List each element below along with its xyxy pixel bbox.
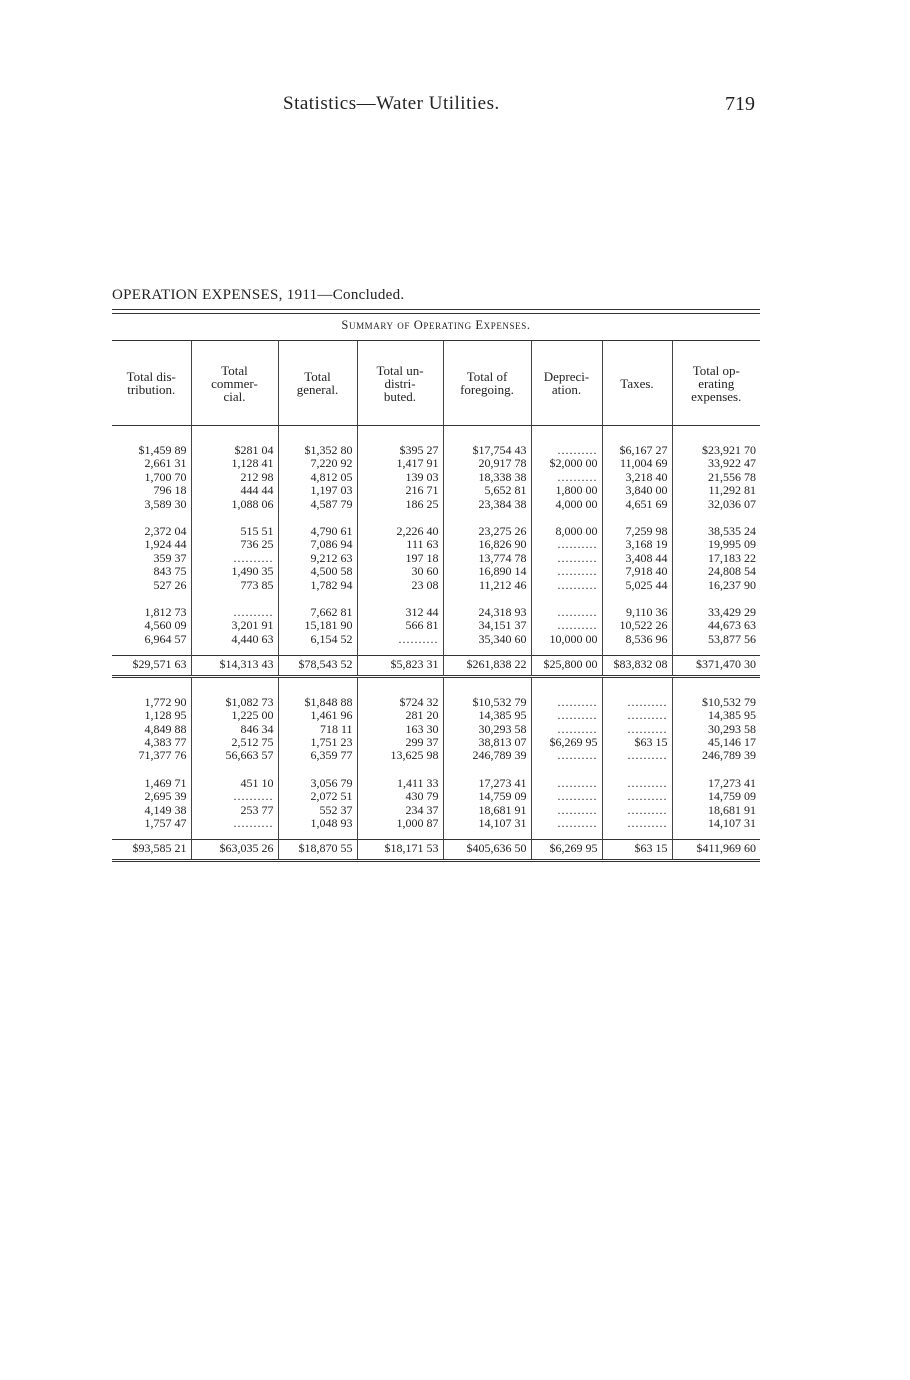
table-cell: 13,774 78 [443,552,531,565]
table-cell: 38,535 24 [672,525,760,538]
table-cell: .......... [602,817,672,830]
table-cell: 7,662 81 [278,606,357,619]
table-cell: .......... [531,619,602,632]
table-cell: 246,789 39 [443,749,531,762]
table-cell: 4,651 69 [602,498,672,511]
table-cell: 38,813 07 [443,736,531,749]
table-cell: 6,359 77 [278,749,357,762]
table-cell: 4,587 79 [278,498,357,511]
table-row [112,736,760,749]
spacer-row [112,426,760,445]
table-cell: 312 44 [357,606,443,619]
table-row [112,525,760,538]
spacer-cell [112,426,191,445]
table-cell: 4,440 63 [191,633,278,646]
table-cell: $261,838 22 [443,656,531,676]
spacer-cell [531,763,602,777]
table-cell: 23 08 [357,579,443,592]
table-cell: 1,800 00 [531,484,602,497]
table-cell: $29,571 63 [112,656,191,676]
summary-title: Summary of Operating Expenses. [341,318,531,332]
table-cell: $724 32 [357,696,443,709]
table-cell: 1,417 91 [357,457,443,470]
table-cell: 18,681 91 [443,804,531,817]
table-cell: .......... [531,552,602,565]
table-cell: .......... [191,606,278,619]
header-row [112,341,760,426]
table-cell: 11,292 81 [672,484,760,497]
table-cell: $18,870 55 [278,840,357,860]
column-header: Total dis- tribution. [112,341,191,426]
table-cell: 1,000 87 [357,817,443,830]
spacer-cell [112,592,191,606]
table-cell: $411,969 60 [672,840,760,860]
spacer-cell [191,511,278,525]
table-cell: 186 25 [357,498,443,511]
column-header: Depreci- ation. [531,341,602,426]
table-cell: 1,924 44 [144,537,187,552]
table-cell: 13,625 98 [357,749,443,762]
table-row [112,538,760,551]
spacer-cell [531,676,602,696]
table-row [112,619,760,632]
table-cell: $10,532 79 [443,696,531,709]
spacer-cell [278,676,357,696]
table-row [112,696,760,709]
table-cell: 53,877 56 [672,633,760,646]
spacer-cell [672,511,760,525]
table-cell: .......... [531,723,602,736]
spacer-row [112,763,760,777]
table-cell: 4,812 05 [278,471,357,484]
table-cell: .......... [191,552,278,565]
table-cell: 2,695 39 [144,789,187,804]
table-cell: 3,218 40 [602,471,672,484]
spacer-cell [112,830,191,840]
spacer-cell [531,592,602,606]
section-title: OPERATION EXPENSES, 1911—Concluded. [112,287,405,303]
table-cell: 2,512 75 [191,736,278,749]
spacer-cell [278,646,357,656]
table-cell: 71,377 76 [138,748,187,763]
table-cell: 24,808 54 [672,565,760,578]
table-cell: 1,411 33 [357,777,443,790]
spacer-cell [531,511,602,525]
table-cell: $5,823 31 [357,656,443,676]
table-cell: 10,000 00 [531,633,602,646]
running-head: Statistics—Water Utilities. [283,93,500,114]
spacer-cell [191,592,278,606]
table-cell: 2,072 51 [278,790,357,803]
spacer-cell [672,592,760,606]
table-cell: 21,556 78 [672,471,760,484]
table-cell: $10,532 79 [672,696,760,709]
table-cell: 718 11 [278,723,357,736]
spacer-cell [278,426,357,445]
table-cell: 163 30 [357,723,443,736]
spacer-cell [357,830,443,840]
table-cell: 18,681 91 [672,804,760,817]
spacer-cell [191,426,278,445]
table-cell: 3,201 91 [191,619,278,632]
table-cell: 1,461 96 [278,709,357,722]
table-cell: $6,269 95 [531,840,602,860]
table-cell: $83,832 08 [602,656,672,676]
table-cell: 1,128 95 [144,708,187,723]
spacer-cell [672,426,760,445]
table-cell: 515 51 [191,525,278,538]
spacer-cell [531,646,602,656]
table-cell: $6,269 95 [531,736,602,749]
table-cell: 7,918 40 [602,565,672,578]
table-cell: 1,469 71 [144,775,187,790]
table-cell: 3,589 30 [144,496,187,511]
table-cell: 1,197 03 [278,484,357,497]
table-cell: 14,385 95 [672,709,760,722]
table-cell: 1,490 35 [191,565,278,578]
table-cell: .......... [531,696,602,709]
table-cell: 6,964 57 [144,631,187,646]
table-cell: 1,225 00 [191,709,278,722]
table-cell: 197 18 [357,552,443,565]
table-cell: 773 85 [191,579,278,592]
table-cell: 7,259 98 [602,525,672,538]
table-cell: 846 34 [191,723,278,736]
table-cell: .......... [602,723,672,736]
table-cell: .......... [602,790,672,803]
column-header: Total un- distri- buted. [357,341,443,426]
table-row [112,606,760,619]
table-cell: 111 63 [357,538,443,551]
summary-table [112,340,760,862]
table-cell: 14,759 09 [672,790,760,803]
spacer-cell [112,763,191,777]
table-cell: 552 37 [278,804,357,817]
table-cell: 359 37 [153,550,187,565]
table-cell: 44,673 63 [672,619,760,632]
table-cell: 9,110 36 [602,606,672,619]
spacer-cell [191,646,278,656]
table-cell: 430 79 [357,790,443,803]
spacer-row [112,830,760,840]
table-cell: 16,826 90 [443,538,531,551]
column-header: Total commer- cial. [191,341,278,426]
spacer-cell [602,830,672,840]
table-cell: 17,273 41 [672,777,760,790]
table-cell: 4,790 61 [278,525,357,538]
table-row [112,484,760,497]
table-cell: .......... [531,565,602,578]
table-cell: $6,167 27 [602,444,672,457]
spacer-cell [672,763,760,777]
table-cell: 16,237 90 [672,579,760,592]
table-cell: 23,275 26 [443,525,531,538]
table-cell: $25,800 00 [531,656,602,676]
spacer-cell [278,830,357,840]
table-cell: 1,700 70 [144,469,187,484]
table-cell: 56,663 57 [191,749,278,762]
spacer-cell [112,511,191,525]
total-row [112,840,760,860]
table-cell: 14,385 95 [443,709,531,722]
spacer-cell [443,676,531,696]
table-row [112,565,760,578]
table-cell: .......... [602,804,672,817]
table-cell: 2,372 04 [144,524,187,539]
spacer-cell [602,592,672,606]
table-cell: .......... [531,709,602,722]
table-cell: 20,917 78 [443,457,531,470]
table-cell: 17,273 41 [443,777,531,790]
table-cell: 444 44 [191,484,278,497]
table-cell: 7,086 94 [278,538,357,551]
spacer-cell [357,426,443,445]
table-cell: 299 37 [357,736,443,749]
spacer-row [112,592,760,606]
table-row [112,749,760,762]
spacer-cell [357,646,443,656]
table-cell: .......... [531,471,602,484]
table-cell: 34,151 37 [443,619,531,632]
table-cell: 253 77 [191,804,278,817]
spacer-cell [672,830,760,840]
table-cell: 3,840 00 [602,484,672,497]
table-cell: .......... [531,804,602,817]
table-row [112,552,760,565]
table-cell: 1,812 73 [144,605,187,620]
spacer-cell [443,830,531,840]
table-cell: $63 15 [602,736,672,749]
spacer-cell [278,592,357,606]
table-cell: $23,921 70 [672,444,760,457]
table-row [112,709,760,722]
table-cell: 1,772 90 [144,694,187,709]
table-cell: .......... [602,749,672,762]
spacer-cell [531,830,602,840]
table-cell: 736 25 [191,538,278,551]
table-cell: .......... [531,749,602,762]
table-cell: 1,782 94 [278,579,357,592]
spacer-cell [602,511,672,525]
table-cell: 15,181 90 [278,619,357,632]
spacer-cell [602,426,672,445]
table-row [112,790,760,803]
table-cell: .......... [357,633,443,646]
table-cell: 451 10 [191,777,278,790]
table-cell: .......... [531,579,602,592]
table-cell: .......... [602,709,672,722]
table-cell: 4,383 77 [144,734,187,749]
table-cell: 32,036 07 [672,498,760,511]
table-cell: $281 04 [191,444,278,457]
table-cell: $78,543 52 [278,656,357,676]
table-row [112,498,760,511]
table-cell: 14,107 31 [672,817,760,830]
table-row [112,777,760,790]
table-cell: 1,088 06 [191,498,278,511]
table-cell: 843 75 [153,564,187,579]
table-cell: 281 20 [357,709,443,722]
table-cell: 33,429 29 [672,606,760,619]
column-header: Total op- erating expenses. [672,341,760,426]
column-header: Total general. [278,341,357,426]
top-rule [112,309,760,310]
spacer-cell [443,511,531,525]
spacer-cell [602,763,672,777]
table-cell: $17,754 43 [443,444,531,457]
table-cell: 234 37 [357,804,443,817]
table-cell: 24,318 93 [443,606,531,619]
spacer-cell [191,763,278,777]
table-cell: .......... [191,817,278,830]
table-cell: 1,048 93 [278,817,357,830]
table-cell: $2,000 00 [531,457,602,470]
table-cell: 35,340 60 [443,633,531,646]
table-cell: 14,107 31 [443,817,531,830]
table-cell: 8,536 96 [602,633,672,646]
table-cell: 4,000 00 [531,498,602,511]
table-cell: 17,183 22 [672,552,760,565]
table-cell: $93,585 21 [112,840,191,860]
spacer-cell [443,426,531,445]
spacer-row [112,676,760,696]
table-cell: $1,848 88 [278,696,357,709]
table-cell: 16,890 14 [443,565,531,578]
table-cell: 4,560 09 [144,618,187,633]
table-cell: 11,212 46 [443,579,531,592]
spacer-cell [357,511,443,525]
page-number: 719 [725,93,755,115]
table-cell: .......... [531,606,602,619]
table-cell: 10,522 26 [602,619,672,632]
table-cell: 3,168 19 [602,538,672,551]
table-row [112,723,760,736]
table-cell: $63,035 26 [191,840,278,860]
table-cell: 3,056 79 [278,777,357,790]
spacer-cell [191,676,278,696]
table-cell: .......... [531,777,602,790]
table-cell: 11,004 69 [602,457,672,470]
table-row [112,817,760,830]
table-cell: .......... [531,444,602,457]
table-row [112,471,760,484]
table-cell: 7,220 92 [278,457,357,470]
table-cell: 4,149 38 [144,802,187,817]
total-row [112,656,760,676]
table-row [112,633,760,646]
table-cell: 566 81 [357,619,443,632]
spacer-row [112,646,760,656]
table-cell: $63 15 [602,840,672,860]
table-cell: .......... [602,696,672,709]
spacer-cell [672,646,760,656]
table-cell: 1,128 41 [191,457,278,470]
table-cell: 2,226 40 [357,525,443,538]
table-cell: 45,146 17 [672,736,760,749]
column-header: Total of foregoing. [443,341,531,426]
table-cell: .......... [531,790,602,803]
table-cell: 2,661 31 [144,456,187,471]
table-cell: $18,171 53 [357,840,443,860]
table-cell: 30,293 58 [672,723,760,736]
spacer-cell [278,763,357,777]
table-body [112,426,760,861]
column-header: Taxes. [602,341,672,426]
spacer-cell [602,646,672,656]
table-cell: 18,338 38 [443,471,531,484]
table-cell: 1,751 23 [278,736,357,749]
spacer-cell [443,763,531,777]
table-cell: 6,154 52 [278,633,357,646]
table-row [112,579,760,592]
table-cell: 4,849 88 [144,721,187,736]
table-cell: .......... [531,817,602,830]
table-cell: 14,759 09 [443,790,531,803]
spacer-cell [112,676,191,696]
table-cell: 139 03 [357,471,443,484]
table-cell: 796 18 [153,483,187,498]
table-row [112,457,760,470]
spacer-cell [357,763,443,777]
table-cell: 5,025 44 [602,579,672,592]
table-cell: 1,757 47 [144,815,187,830]
spacer-cell [531,426,602,445]
table-cell: 19,995 09 [672,538,760,551]
table-row [112,444,760,457]
table-cell: 33,922 47 [672,457,760,470]
spacer-cell [357,592,443,606]
spacer-cell [672,676,760,696]
table-cell: 4,500 58 [278,565,357,578]
table-cell: $14,313 43 [191,656,278,676]
table-cell: 30 60 [357,565,443,578]
table-cell: 9,212 63 [278,552,357,565]
table-cell: 5,652 81 [443,484,531,497]
table-cell: 3,408 44 [602,552,672,565]
table-cell: $395 27 [357,444,443,457]
table-cell: 8,000 00 [531,525,602,538]
spacer-cell [278,511,357,525]
table-cell: $1,082 73 [191,696,278,709]
table-cell: 246,789 39 [672,749,760,762]
table-cell: 23,384 38 [443,498,531,511]
table-cell: 30,293 58 [443,723,531,736]
table-cell: .......... [191,790,278,803]
table-cell: 527 26 [153,577,187,592]
spacer-cell [443,592,531,606]
top-rule-2 [112,313,760,314]
table-cell: .......... [531,538,602,551]
table-cell: $1,459 89 [138,443,187,457]
spacer-cell [112,646,191,656]
spacer-row [112,511,760,525]
spacer-cell [191,830,278,840]
table-cell: $1,352 80 [278,444,357,457]
table-cell: 216 71 [357,484,443,497]
spacer-cell [357,676,443,696]
table-cell: .......... [602,777,672,790]
table-cell: $405,636 50 [443,840,531,860]
table-cell: $371,470 30 [672,656,760,676]
spacer-cell [602,676,672,696]
table-cell: 212 98 [191,471,278,484]
table-row [112,804,760,817]
spacer-cell [443,646,531,656]
